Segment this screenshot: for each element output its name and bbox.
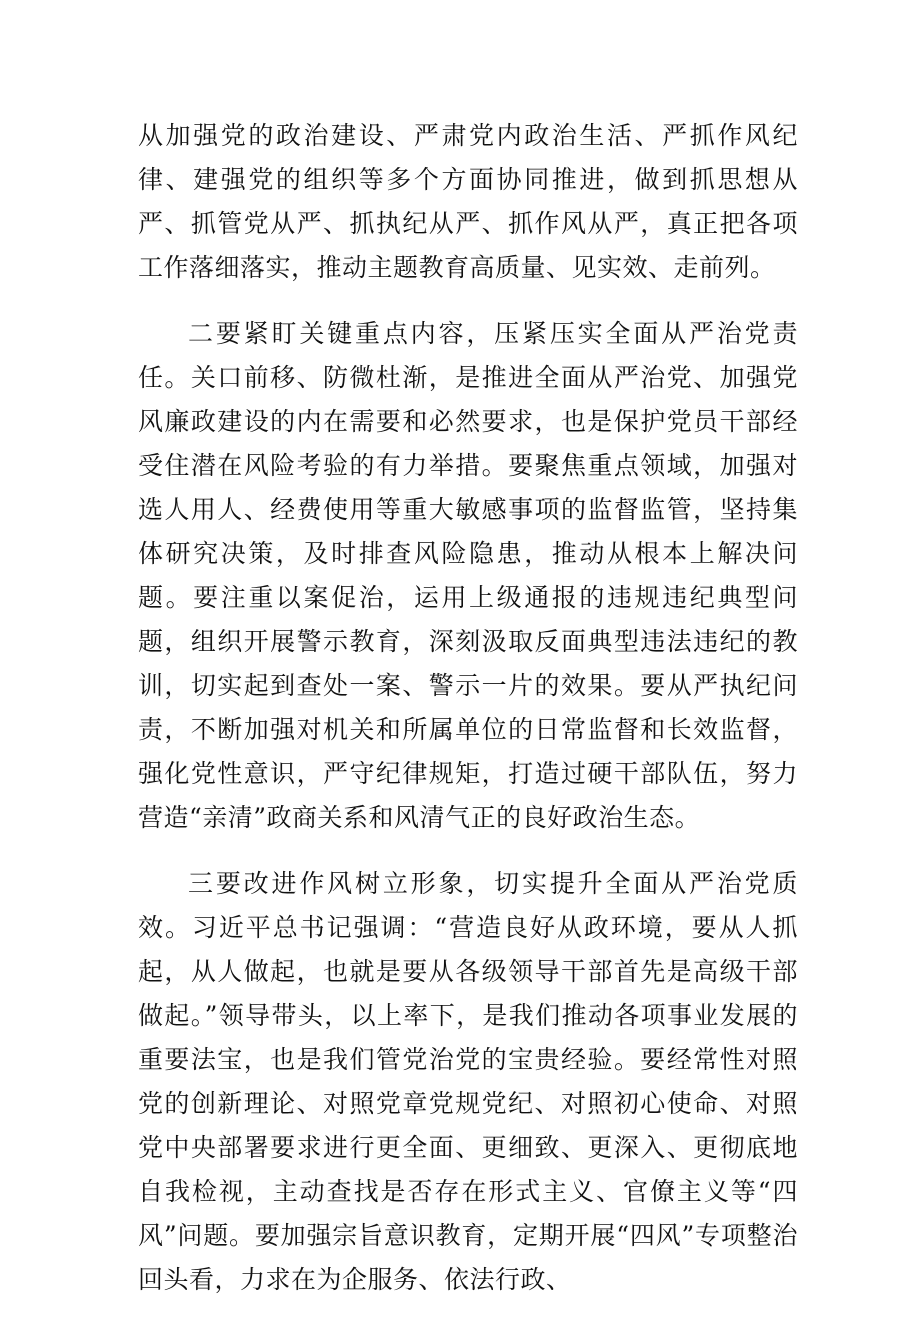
paragraph-point-two: 二要紧盯关键重点内容，压紧压实全面从严治党责任。关口前移、防微杜渐，是推进全面从严治党、加强党风廉政建设的内在需要和必然要求，也是保护党员干部经受住潜在风险考验的有力举措。要聚焦重点领域，加强对选人用人、经费使用等重大敏感事项的监督监管，坚持集体研究决策，及时排查风险隐患，推动从根本上解决问题。要注重以案促治，运用上级通报的违规违纪典型问题，组织开展警示教育，深刻汲取反面典型违法违纪的教训，切实起到查处一案、警示一片的效果。要从严执纪问责，不断加强对机关和所属单位的日常监督和长效监督，强化党性意识，严守纪律规矩，打造过硬干部队伍，努力营造“亲清”政商关系和风清气正的良好政治生态。 xyxy=(138,319,798,832)
paragraph-continuation: 从加强党的政治建设、严肃党内政治生活、严抓作风纪律、建强党的组织等多个方面协同推进，做到抓思想从严、抓管党从严、抓执纪从严、抓作风从严，真正把各项工作落细落实，推动主题教育高质量、见实效、走前列。 xyxy=(138,121,798,282)
document-body xyxy=(138,114,798,1324)
paragraph-point-three: 三要改进作风树立形象，切实提升全面从严治党质效。习近平总书记强调：“营造良好从政环境，要从人抓起，从人做起，也就是要从各级领导干部首先是高级干部做起。”领导带头，以上率下，是我们推动各项事业发展的重要法宝，也是我们管党治党的宝贵经验。要经常性对照党的创新理论、对照党章党规党纪、对照初心使命、对照党中央部署要求进行更全面、更细致、更深入、更彻底地自我检视，主动查找是否存在形式主义、官僚主义等“四风”问题。要加强宗旨意识教育，定期开展“四风”专项整治回头看，力求在为企服务、依法行政、 xyxy=(138,869,798,1294)
